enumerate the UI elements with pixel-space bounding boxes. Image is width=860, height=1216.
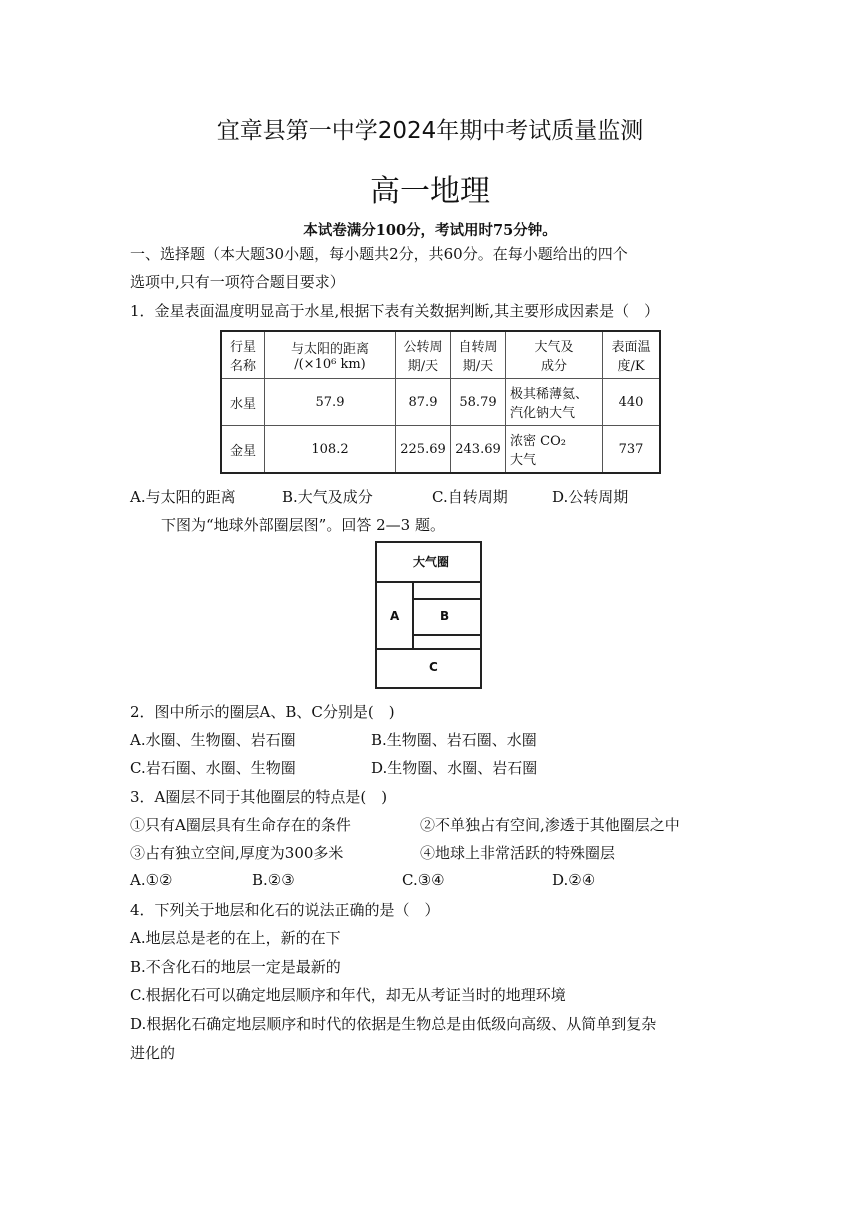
table-cell: 58.79 [451, 379, 506, 426]
header-text: 期/天 [462, 359, 494, 374]
header-text: 自转周 [458, 340, 498, 355]
header-text: 期/天 [407, 359, 439, 374]
q4-option-d-line1: D.根据化石确定地层顺序和时代的依据是生物总是由低级向高级、从简单到复杂 [130, 1015, 657, 1033]
divider [412, 581, 414, 648]
header-text: 大气及 [534, 340, 574, 355]
q3-statement-3: ③占有独立空间,厚度为300多米 [130, 844, 344, 862]
header-text: 与太阳的距离 [290, 342, 369, 357]
table-cell: 440 [603, 379, 661, 426]
q3-statement-1: ①只有A圈层具有生命存在的条件 [130, 816, 351, 834]
q3-statement-2: ②不单独占有空间,渗透于其他圈层之中 [420, 816, 680, 834]
header-text: 公转周 [403, 340, 443, 355]
divider [412, 598, 480, 600]
cell-text: 汽化钠大气 [510, 406, 576, 421]
q3-option-b: B.②③ [252, 871, 295, 889]
q1-option-b: B.大气及成分 [282, 488, 373, 506]
subject-title: 高一地理 [370, 174, 490, 209]
table-cell: 108.2 [265, 426, 396, 474]
q4-option-a: A.地层总是老的在上，新的在下 [130, 929, 341, 947]
exam-note: 本试卷满分100分，考试用时75分钟。 [303, 222, 557, 239]
table-cell: 水星 [221, 379, 265, 426]
layer-b-label: B [440, 609, 450, 623]
q1-option-a: A.与太阳的距离 [130, 488, 236, 506]
table-header-cell [506, 331, 603, 379]
table-header-cell [451, 331, 506, 379]
q2-option-b: B.生物圈、岩石圈、水圈 [371, 731, 537, 749]
divider [377, 648, 480, 650]
atmosphere-label: 大气圈 [413, 555, 450, 569]
q4-option-b: B.不含化石的地层一定是最新的 [130, 958, 341, 976]
header-text: 度/K [617, 359, 645, 374]
header-text: 名称 [229, 359, 256, 374]
table-header-row [221, 331, 660, 379]
q3-option-c: C.③④ [402, 871, 445, 889]
q2-stem: 2．图中所示的圈层A、B、C分别是( ) [130, 703, 395, 721]
exam-title: 宜章县第一中学2024年期中考试质量监测 [216, 118, 644, 144]
divider [412, 634, 480, 636]
planet-data-table [220, 330, 661, 474]
table-cell: 243.69 [451, 426, 506, 474]
table-cell: 57.9 [265, 379, 396, 426]
q2-option-c: C.岩石圈、水圈、生物圈 [130, 759, 296, 777]
divider [377, 581, 480, 583]
table-header-cell [265, 331, 396, 379]
header-text: /(×10⁶ km) [294, 357, 366, 372]
header-text: 行星 [229, 340, 256, 355]
table-cell: 87.9 [396, 379, 451, 426]
layer-a-label: A [390, 609, 400, 623]
table-cell: 737 [603, 426, 661, 474]
q2-option-d: D.生物圈、水圈、岩石圈 [371, 759, 538, 777]
cell-text: 大气 [510, 453, 537, 468]
table-header-cell [603, 331, 661, 379]
q1-option-d: D.公转周期 [552, 488, 629, 506]
table-row [221, 379, 660, 426]
header-text: 表面温 [611, 340, 651, 355]
table-row [221, 426, 660, 474]
table-header-cell [221, 331, 265, 379]
cell-text: 浓密 CO₂ [510, 434, 566, 449]
table-header-cell [396, 331, 451, 379]
table-cell: 225.69 [396, 426, 451, 474]
q3-option-d: D.②④ [552, 871, 596, 889]
q4-option-c: C.根据化石可以确定地层顺序和年代，却无从考证当时的地理环境 [130, 986, 566, 1004]
q3-statement-4: ④地球上非常活跃的特殊圈层 [420, 844, 616, 862]
q1-stem: 1．金星表面温度明显高于水星,根据下表有关数据判断,其主要形成因素是（ ） [130, 302, 660, 320]
header-text: 成分 [540, 359, 567, 374]
q1-option-c: C.自转周期 [432, 488, 508, 506]
layer-c-label: C [429, 660, 438, 674]
earth-spheres-diagram [375, 541, 482, 689]
q2-3-intro: 下图为“地球外部圈层图”。回答 2—3 题。 [161, 516, 445, 534]
table-cell [506, 379, 603, 426]
table-cell [506, 426, 603, 474]
section-heading-line1: 一、选择题（本大题30小题，每小题共2分，共60分。在每小题给出的四个 [130, 245, 628, 263]
section-heading-line2: 选项中,只有一项符合题目要求） [130, 273, 345, 291]
q4-option-d-line2: 进化的 [130, 1044, 176, 1062]
q3-option-a: A.①② [130, 871, 173, 889]
q2-option-a: A.水圈、生物圈、岩石圈 [130, 731, 296, 749]
table-cell: 金星 [221, 426, 265, 474]
q3-stem: 3．A圈层不同于其他圈层的特点是( ) [130, 788, 388, 806]
q4-stem: 4．下列关于地层和化石的说法正确的是（ ） [130, 901, 440, 919]
cell-text: 极其稀薄氦、 [510, 387, 589, 402]
